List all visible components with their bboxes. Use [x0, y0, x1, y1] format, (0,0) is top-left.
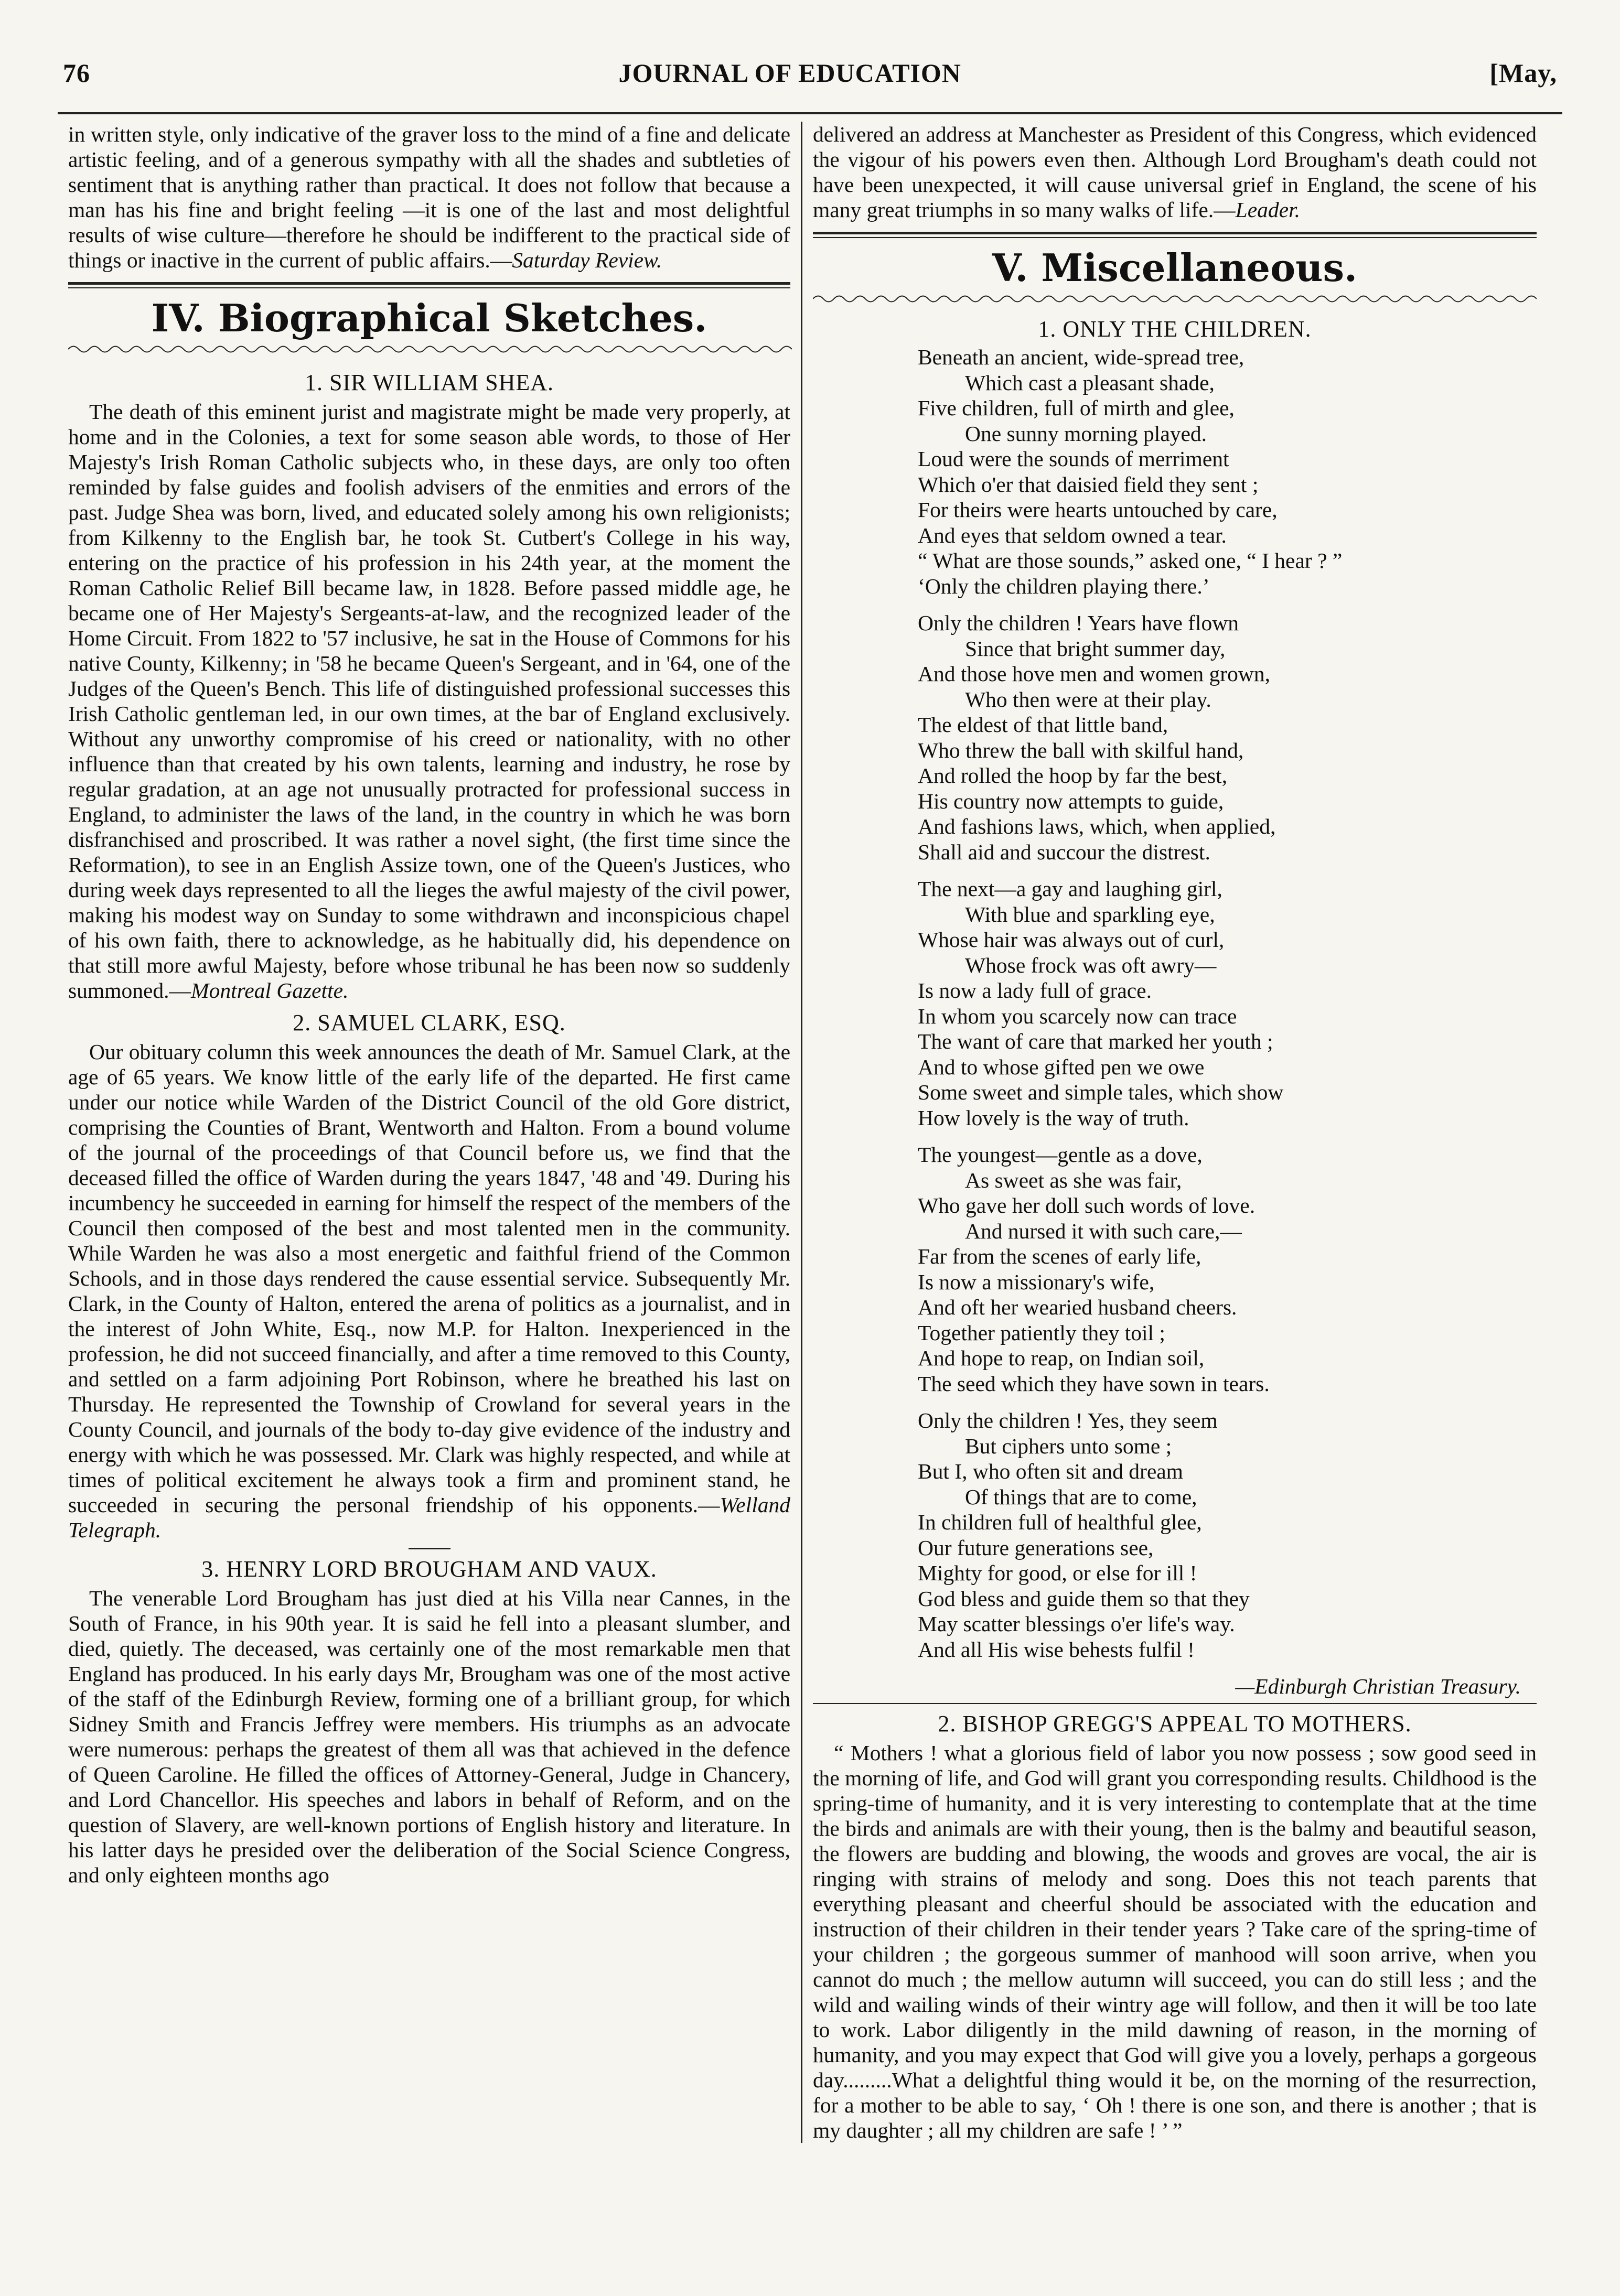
poem-stanza: [918, 610, 1537, 865]
poem-line: Of things that are to come,: [965, 1484, 1197, 1509]
poem-line: One sunny morning played.: [965, 421, 1207, 446]
poem-line: Only the children ! Years have flown: [918, 611, 1239, 635]
poem-line: “ What are those sounds,” asked one, “ I hear ? ”: [918, 548, 1343, 573]
poem-line: But I, who often sit and dream: [918, 1459, 1183, 1483]
poem-line: Whose frock was oft awry—: [965, 953, 1217, 977]
wavy-rule: [813, 293, 1537, 305]
poem-source: —Edinburgh Christian Treasury.: [1235, 1674, 1521, 1698]
poem-line: His country now attempts to guide,: [918, 789, 1224, 813]
poem-stanza: [918, 1142, 1537, 1396]
poem-line: Together patiently they toil ;: [918, 1320, 1165, 1345]
issue-month: [May,: [1489, 58, 1557, 88]
article-body-gregg: “ Mothers ! what a glorious field of labor you now possess ; sow good seed in the morning of life, and God will grant you corresponding results. Childhood is the spring-time of humanity, and it is very interesting to contemplate that at the time the birds and animals are with their young, then is the balmy and beautiful season, the flowers are budding and blowing, the woods and groves are vocal, the air is ringing with strains of melody and song. Does this not teach parents that everything pleasant and cheerful should be associated with the education and instruction of their children in their tender years ? Take care of the spring-time of your children ; the gorgeous summer of manhood will soon arrive, when you cannot do much ; the mellow autumn will succeed, you can do still less ; and the wild and wailing winds of their wintry age will follow, and then it will be too late to work. Labor diligently in the mild dawning of reason, in the morning of humanity, and you may expect that God will give you a lovely, perhaps a gorgeous day.........What a delightful thing would it be, on the morning of the resurrection, for a mother to be able to say, ‘ Oh ! there is one son, and there is another ; that is my daughter ; all my children are safe ! ’ ”: [813, 1741, 1537, 2142]
poem-line: As sweet as she was fair,: [965, 1168, 1182, 1192]
poem-line: Far from the scenes of early life,: [918, 1244, 1201, 1268]
poem-line: In whom you scarcely now can trace: [918, 1004, 1237, 1028]
poem-stanza: [918, 876, 1537, 1130]
article-body-brougham: The venerable Lord Brougham has just died at his Villa near Cannes, in the South of France, in his 90th year. It is said he fell into a pleasant slumber, and died, quietly. The deceased, was certainly one of the most remarkable men that England has produced. In his early days Mr, Brougham was one of the most active of the staff of the Edinburgh Review, forming one of a brilliant group, for which Sidney Smith and Francis Jeffrey were members. His triumphs as an advocate were numerous: perhaps the greatest of them all was that achieved in the defence of Queen Caroline. He filled the offices of Attorney-General, Judge in Chancery, and Lord Chancellor. His speeches and labors in behalf of Reform, and on the question of Slavery, are well-known portions of English history and literature. In his latter days he presided over the deliberation of the Social Science Congress, and only eighteen months ago: [68, 1586, 790, 1887]
right-column: [802, 122, 1547, 2143]
poem: [918, 344, 1537, 1662]
poem-line: Some sweet and simple tales, which show: [918, 1080, 1284, 1104]
poem-line: Which cast a pleasant shade,: [965, 370, 1215, 395]
poem-line: May scatter blessings o'er life's way.: [918, 1612, 1235, 1636]
poem-line: Mighty for good, or else for ill !: [918, 1561, 1197, 1585]
poem-line: The next—a gay and laughing girl,: [918, 877, 1222, 901]
poem-line: Shall aid and succour the distrest.: [918, 839, 1210, 864]
wavy-rule: [68, 343, 792, 355]
poem-line: Whose hair was always out of curl,: [918, 928, 1225, 952]
poem-line: ‘Only the children playing there.’: [918, 574, 1210, 598]
poem-stanza: [918, 344, 1537, 599]
poem-line: Who then were at their play.: [965, 687, 1211, 712]
poem-line: And those hove men and women grown,: [918, 662, 1270, 686]
poem-line: Five children, full of mirth and glee,: [918, 396, 1235, 420]
page-number: 76: [63, 58, 90, 88]
poem-line: And oft her wearied husband cheers.: [918, 1295, 1237, 1319]
poem-line: And nursed it with such care,—: [965, 1219, 1242, 1243]
poem-line: In children full of healthful glee,: [918, 1510, 1202, 1534]
article-title-clark: 2. SAMUEL CLARK, ESQ.: [293, 1010, 566, 1036]
poem-line: Our future generations see,: [918, 1535, 1154, 1560]
article-title-gregg: 2. BISHOP GREGG'S APPEAL TO MOTHERS.: [938, 1711, 1412, 1737]
poem-line: And eyes that seldom owned a tear.: [918, 523, 1227, 547]
continuation-source: Leader.: [1235, 198, 1301, 222]
poem-line: Beneath an ancient, wide-spread tree,: [918, 345, 1244, 369]
poem-line: And hope to reap, on Indian soil,: [918, 1346, 1205, 1370]
columns: [58, 122, 1562, 2143]
article-divider: [813, 1703, 1537, 1704]
section-heading-biographical: IV. Biographical Sketches.: [151, 296, 707, 340]
poem-line: The seed which they have sown in tears.: [918, 1371, 1270, 1396]
journal-title: JOURNAL OF EDUCATION: [618, 58, 961, 88]
poem-line: The want of care that marked her youth ;: [918, 1029, 1273, 1053]
short-divider: [409, 1548, 450, 1549]
poem-line: Is now a lady full of grace.: [918, 978, 1152, 1003]
continuation-paragraph: delivered an address at Manchester as President of this Congress, which evidenced the vigour of his powers even then. Although Lord Brougham's death could not have been unexpected, it will cause universal grief in England, the scene of his many great triumphs in so many walks of life.—Leader.: [813, 122, 1537, 222]
poem-line: How lovely is the way of truth.: [918, 1105, 1189, 1130]
poem-line: And all His wise behests fulfil !: [918, 1637, 1195, 1662]
poem-stanza: [918, 1408, 1537, 1662]
section-rule: [68, 282, 790, 288]
poem-line: Only the children ! Yes, they seem: [918, 1408, 1218, 1432]
poem-line: The youngest—gentle as a dove,: [918, 1142, 1203, 1167]
page-header: [58, 58, 1562, 114]
poem-line: The eldest of that little band,: [918, 713, 1168, 737]
poem-line: With blue and sparkling eye,: [965, 902, 1215, 926]
poem-line: Loud were the sounds of merriment: [918, 447, 1229, 471]
poem-line: Is now a missionary's wife,: [918, 1269, 1155, 1294]
poem-title: 1. ONLY THE CHILDREN.: [1038, 316, 1312, 342]
poem-line: Who threw the ball with skilful hand,: [918, 738, 1244, 762]
article-source-clark: Welland Telegraph.: [68, 1493, 790, 1542]
article-title-shea: 1. SIR WILLIAM SHEA.: [304, 370, 554, 395]
section-heading-miscellaneous: V. Miscellaneous.: [992, 245, 1358, 290]
poem-line: God bless and guide them so that they: [918, 1586, 1250, 1611]
poem-line: And to whose gifted pen we owe: [918, 1054, 1205, 1079]
poem-line: But ciphers unto some ;: [965, 1433, 1172, 1458]
left-column: [58, 122, 802, 2143]
article-title-brougham: 3. HENRY LORD BROUGHAM AND VAUX.: [201, 1556, 657, 1582]
poem-line: And fashions laws, which, when applied,: [918, 814, 1276, 838]
poem-line: Since that bright summer day,: [965, 636, 1226, 661]
intro-paragraph: in written style, only indicative of the graver loss to the mind of a fine and delicate artistic feeling, and of a generous sympathy with all the shades and subtleties of sentiment that is anything rather than practical. It does not follow that because a man has his fine and bright feeling —it is one of the last and most delightful results of wise culture—therefore he should be indifferent to the practical side of things or inactive in the current of public affairs.—Saturday Review.: [68, 122, 790, 272]
article-body-shea: The death of this eminent jurist and magistrate might be made very properly, at home and in the Colonies, a text for some season able words, to those of Her Majesty's Irish Roman Catholic subjects who, in these days, are only too often reminded by false guides and foolish advisers of the enmities and errors of the past. Judge Shea was born, lived, and educated solely among his own religionists; from Kilkenny to the English bar, he took St. Cutbert's College in his way, entering on the practice of his profession in his 24th year, at the moment the Roman Catholic Relief Bill became law, in 1828. Before passed middle age, he became one of Her Majesty's Sergeants-at-law, and the recognized leader of the Home Circuit. From 1822 to '57 inclusive, he sat in the House of Commons for his native County, Kilkenny; in '58 he became Queen's Sergeant, and in '64, one of the Judges of the Queen's Bench. This life of distinguished professional successes this Irish Catholic gentleman led, in our own times, at the bar of England exclusively. Without any unworthy compromise of his creed or nationality, with no other influence than that created by his own talents, learning and industry, he rose by regular gradation, at an age not unusually protracted for professional success in England, to administer the laws of the land, in the country in which he was born disfranchised and proscribed. It was rather a novel sight, (the first time since the Reformation), to see in an English Assize town, one of the Queen's Justices, who during week days represented to all the lieges the awful majesty of the civil power, making his modest way on Sunday to some withdrawn and inconspicious chapel of his own faith, there to acknowledge, as he habitually did, his dependence on that still more awful Majesty, before whose tribunal he has been now so suddenly summoned.—Montreal Gazette.: [68, 400, 790, 1003]
poem-line: And rolled the hoop by far the best,: [918, 763, 1228, 788]
poem-line: Which o'er that daisied field they sent ;: [918, 472, 1259, 497]
article-body-clark: Our obituary column this week announces the death of Mr. Samuel Clark, at the age of 65 years. We know little of the early life of the departed. He first came under our notice while Warden of the District Council of the old Gore district, comprising the Counties of Brant, Wentworth and Halton. From a bound volume of the journal of the proceedings of that Council before us, we find that the deceased filled the office of Warden during the years 1847, '48 and '49. During his incumbency he succeeded in earning for himself the respect of the members of the Council then composed of the best and most talented men in the community. While Warden he was also a most energetic and faithful friend of the Common Schools, and in those days rendered the cause essential service. Subsequently Mr. Clark, in the County of Halton, entered the arena of politics as a journalist, and in the interest of John White, Esq., now M.P. for Halton. Inexperienced in the profession, he did not succeed financially, and after a time removed to this County, and settled on a farm adjoining Port Robinson, where he breathed his last on Thursday. He represented the Township of Crowland for several years in the County Council, and journals of the body to-day give evidence of the industry and energy with which he was possessed. Mr. Clark was highly respected, and while at times of political excitement he always took a firm and prominent stand, he succeeded in securing the personal friendship of his opponents.—Welland Telegraph.: [68, 1040, 790, 1542]
section-rule: [813, 232, 1537, 238]
intro-source: Saturday Review.: [512, 248, 662, 272]
article-source-shea: Montreal Gazette.: [191, 978, 349, 1003]
poem-line: For theirs were hearts untouched by care,: [918, 498, 1278, 522]
poem-line: Who gave her doll such words of love.: [918, 1193, 1256, 1217]
